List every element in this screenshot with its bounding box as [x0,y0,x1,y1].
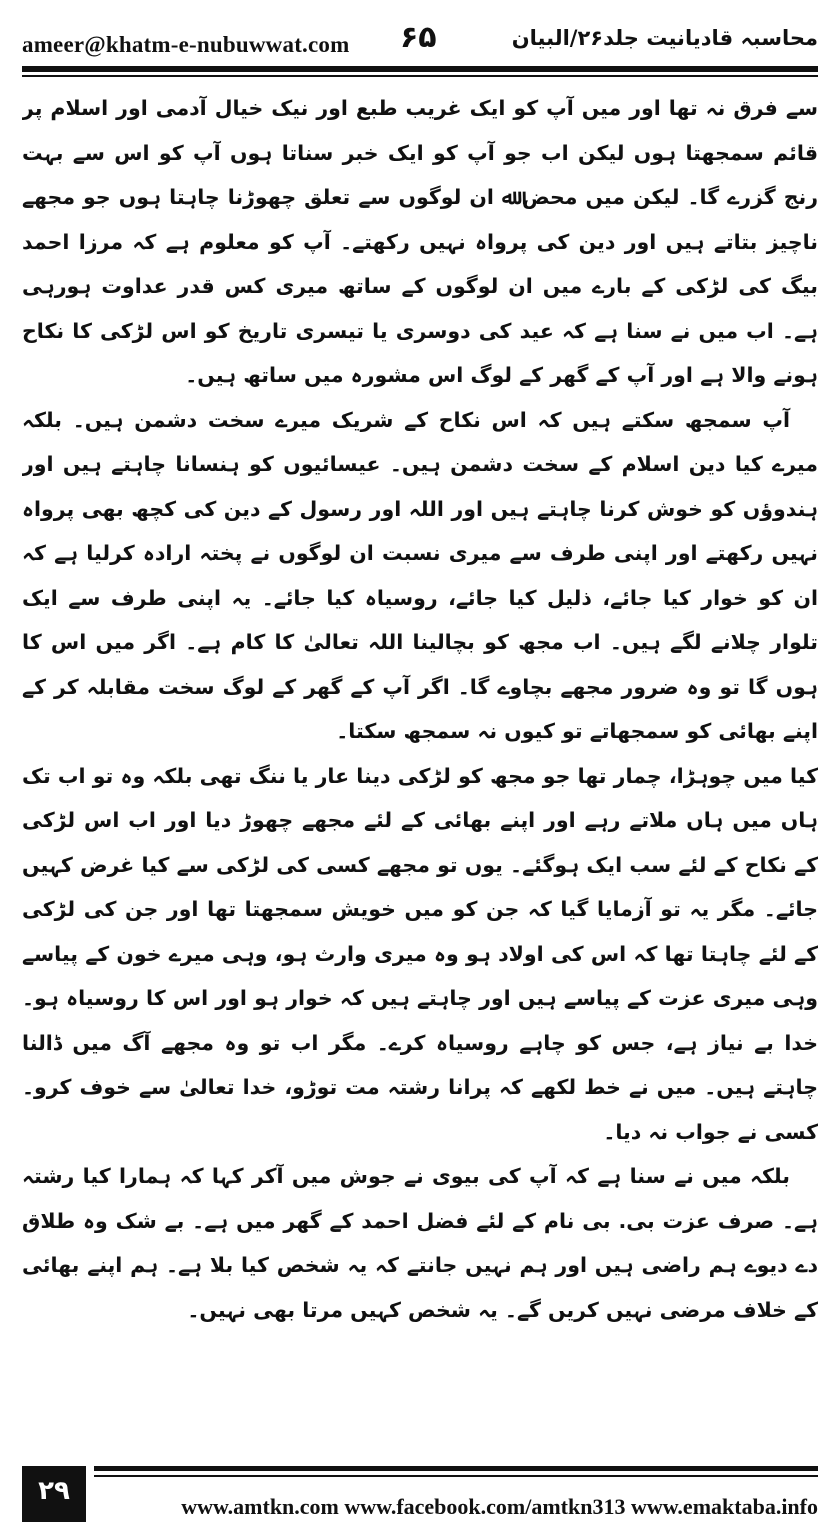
header-rule-thick [22,66,818,72]
header-page-number: ۶۵ [400,20,437,55]
page-header [22,12,818,68]
header-email[interactable]: ameer@khatm-e-nubuwwat.com [22,32,350,57]
footer-rules [94,1466,818,1482]
footer-rule-thin [94,1475,818,1477]
footer-page-number: ۲۹ [22,1466,86,1522]
footer-rule-thick [94,1466,818,1471]
paragraph-3: کیا میں چوہڑا، چمار تھا جو مجھ کو لڑکی دینا عار یا ننگ تھی بلکہ وہ تو اب تک ہاں میں ہاں ملاتے رہے اور اپنے بھائی کے لئے مجھے چھوڑ دیا اور اب اس لڑکی کے نکاح کے لئے سب ایک ہوگئے۔ یوں تو مجھے کسی کی لڑکی سے کیا غرض کہیں جائے۔ مگر یہ تو آزمایا گیا کہ جن کو میں خویش سمجھتا تھا اور جن کی لڑکی کے لئے چاہتا تھا کہ اس کی اولاد ہو وہ میری وارث ہو، وہی میرے خون کے پیاسے وہی میری عزت کے پیاسے ہیں اور چاہتے ہیں کہ خوار ہو اور اس کا روسیاہ ہو۔ خدا بے نیاز ہے، جس کو چاہے روسیاہ کرے۔ مگر اب تو وہ مجھے آگ میں ڈالنا چاہتے ہیں۔ میں نے خط لکھے کہ پرانا رشتہ مت توڑو، خدا تعالیٰ سے خوف کرو۔ کسی نے جواب نہ دیا۔ [22,763,818,1144]
paragraph-2: آپ سمجھ سکتے ہیں کہ اس نکاح کے شریک میرے سخت دشمن ہیں۔ بلکہ میرے کیا دین اسلام کے سخت دشمن ہیں۔ عیسائیوں کو ہنسانا چاہتے ہیں اور ہندوؤں کو خوش کرنا چاہتے ہیں اور اللہ اور رسول کے دین کی کچھ بھی پرواہ نہیں رکھتے اور اپنی طرف سے میری نسبت ان لوگوں نے پختہ ارادہ کرلیا ہے کہ ان کو خوار کیا جائے، ذلیل کیا جائے، روسیاہ کیا جائے۔ یہ اپنی طرف سے ایک تلوار چلانے لگے ہیں۔ اب مجھ کو بچالینا اللہ تعالیٰ کا کام ہے۔ اگر میں اس کا ہوں گا تو وہ ضرور مجھے بچاوے گا۔ اگر آپ کے گھر کے لوگ سخت مقابلہ کر کے اپنے بھائی کو سمجھاتے تو کیوں نہ سمجھ سکتا۔ [22,407,818,743]
header-book-title: محاسبہ قادیانیت جلد۲۶/البیان [511,26,818,50]
body-text [22,86,818,1438]
footer-urls[interactable]: www.amtkn.com www.facebook.com/amtkn313 www.emaktaba.info [181,1494,818,1519]
paragraph-1: سے فرق نہ تھا اور میں آپ کو ایک غریب طبع اور نیک خیال آدمی اور اسلام پر قائم سمجھتا ہوں لیکن اب جو آپ کو ایک خبر سناتا ہوں آپ کو اس سے بہت رنج گزرے گا۔ لیکن میں محض ﷲ ان لوگوں سے تعلق چھوڑنا چاہتا ہوں جو مجھے ناچیز بتاتے ہیں اور دین کی پرواہ نہیں رکھتے۔ آپ کو معلوم ہے کہ مرزا احمد بیگ کی لڑکی کے بارے میں ان لوگوں کے ساتھ میری کس قدر عداوت ہورہی ہے۔ اب میں نے سنا ہے کہ عید کی دوسری یا تیسری تاریخ کو اس لڑکی کا نکاح ہونے والا ہے اور آپ کے گھر کے لوگ اس مشورہ میں ساتھ ہیں۔ [22,96,818,387]
paragraph-4: بلکہ میں نے سنا ہے کہ آپ کی بیوی نے جوش میں آکر کہا کہ ہمارا کیا رشتہ ہے۔ صرف عزت بی. بی نام کے لئے فضل احمد کے گھر میں ہے۔ بے شک وہ طلاق دے دیوے ہم راضی ہیں اور ہم نہیں جانتے کہ یہ شخص کیا بلا ہے۔ ہم اپنے بھائی کے خلاف مرضی نہیں کریں گے۔ یہ شخص کہیں مرتا بھی نہیں۔ [22,1164,818,1322]
header-rule-thin [22,75,818,77]
page-footer [22,1466,818,1522]
